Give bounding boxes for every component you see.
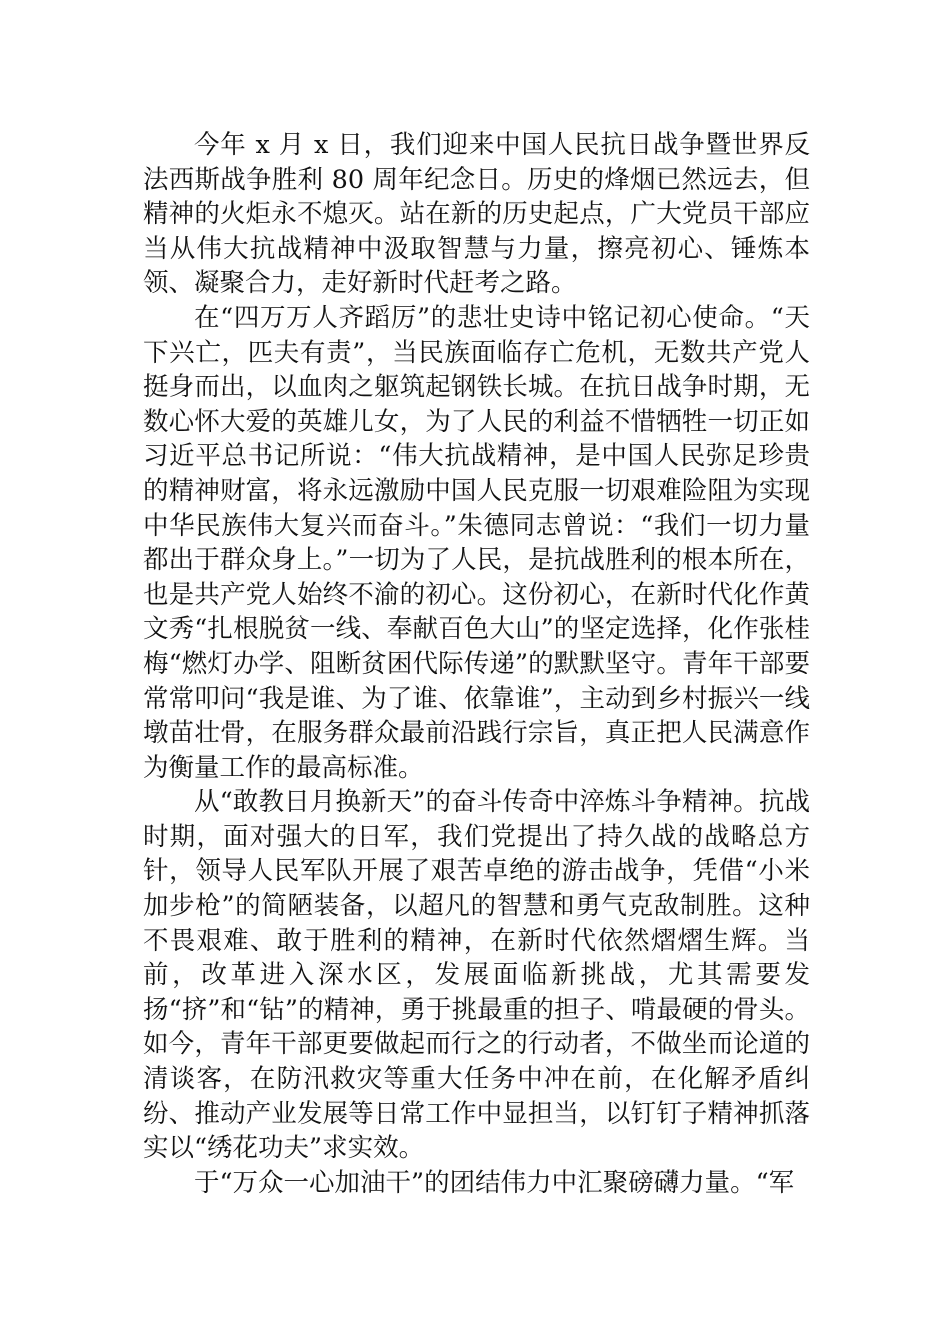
paragraph-unity-strength: 于“万众一心加油干”的团结伟力中汇聚磅礴力量。“军	[194, 1167, 795, 1198]
paragraph-intro: 今年 x 月 x 日，我们迎来中国人民抗日战争暨世界反法西斯战争胜利 80 周年纪念日。历史的烽烟已然远去，但精神的火炬永不熄灭。站在新的历史起点，广大党员干部应当从伟大抗战精神中汲取智慧与力量，擦亮初心、锤炼本领、凝聚合力，走好新时代赶考之路。	[143, 130, 810, 299]
paragraph-original-mission: 在“四万万人齐蹈厉”的悲壮史诗中铭记初心使命。“天下兴亡，匹夫有责”，当民族面临存亡危机，无数共产党人挺身而出，以血肉之躯筑起钢铁长城。在抗日战争时期，无数心怀大爱的英雄儿女，为了人民的利益不惜牺牲一切正如习近平总书记所说：“伟大抗战精神，是中国人民弥足珍贵的精神财富，将永远激励中国人民克服一切艰难险阻为实现中华民族伟大复兴而奋斗。”朱德同志曾说：“我们一切力量都出于群众身上。”一切为了人民，是抗战胜利的根本所在，也是共产党人始终不渝的初心。这份初心，在新时代化作黄文秀“扎根脱贫一线、奉献百色大山”的坚定选择，化作张桂梅“燃灯办学、阻断贫困代际传递”的默默坚守。青年干部要常常叩问“我是谁、为了谁、依靠谁”，主动到乡村振兴一线墩苗壮骨，在服务群众最前沿践行宗旨，真正把人民满意作为衡量工作的最高标准。	[143, 302, 810, 783]
document-body	[143, 128, 810, 1200]
paragraph-struggle-spirit: 从“敢教日月换新天”的奋斗传奇中淬炼斗争精神。抗战时期，面对强大的日军，我们党提出了持久战的战略总方针，领导人民军队开展了艰苦卓绝的游击战争，凭借“小米加步枪”的简陋装备，以超凡的智慧和勇气克敌制胜。这种不畏艰难、敢于胜利的精神，在新时代依然熠熠生辉。当前，改革进入深水区，发展面临新挑战，尤其需要发扬“挤”和“钻”的精神，勇于挑最重的担子、啃最硬的骨头。如今，青年干部更要做起而行之的行动者，不做坐而论道的清谈客，在防汛救灾等重大任务中冲在前，在化解矛盾纠纷、推动产业发展等日常工作中显担当，以钉钉子精神抓落实以“绣花功夫”求实效。	[143, 787, 810, 1164]
